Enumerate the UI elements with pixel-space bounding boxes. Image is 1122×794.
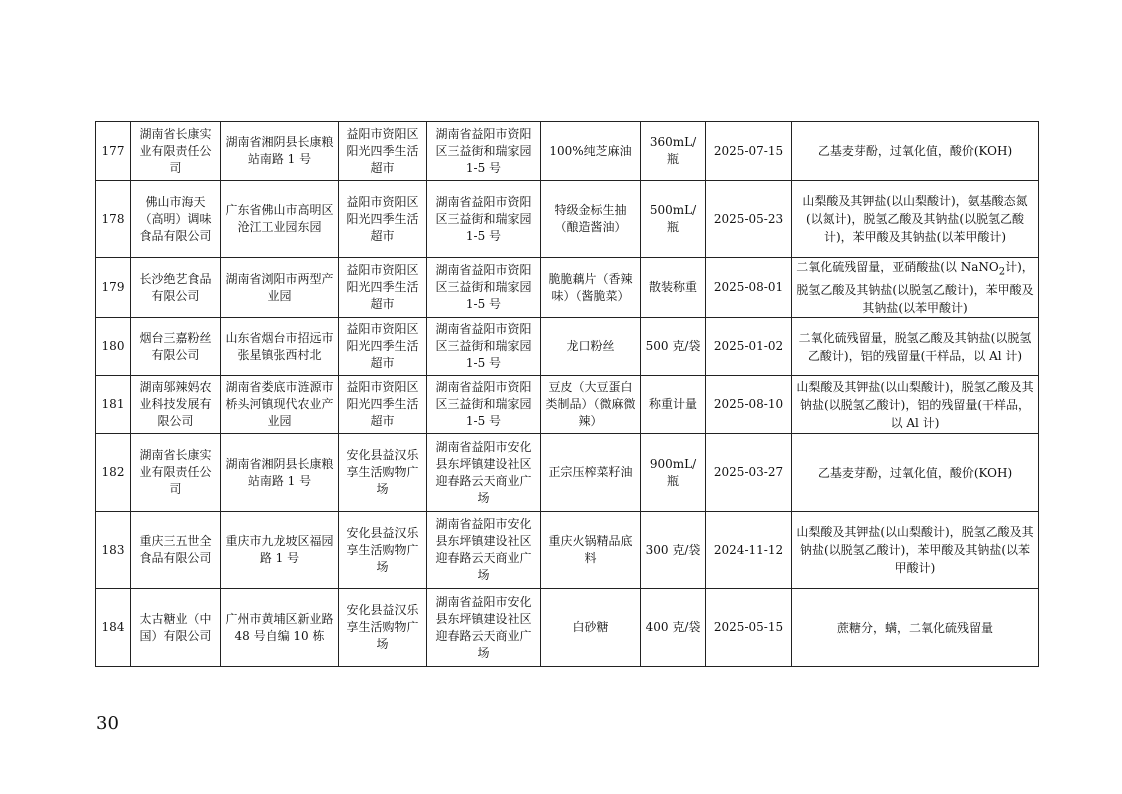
cell-date: 2025-05-23 — [706, 181, 792, 258]
cell-seller: 安化县益汉乐享生活购物广场 — [339, 589, 427, 667]
cell-seller-address: 湖南省益阳市资阳区三益街和瑞家园 1-5 号 — [427, 122, 541, 181]
cell-spec: 300 克/袋 — [641, 512, 706, 589]
cell-date: 2024-11-12 — [706, 512, 792, 589]
cell-spec: 900mL/瓶 — [641, 434, 706, 512]
cell-no: 184 — [96, 589, 131, 667]
cell-date: 2025-07-15 — [706, 122, 792, 181]
cell-seller: 益阳市资阳区阳光四季生活超市 — [339, 318, 427, 376]
cell-producer-address: 湖南省湘阴县长康粮站南路 1 号 — [221, 434, 339, 512]
cell-producer: 太古糖业（中国）有限公司 — [131, 589, 221, 667]
cell-date: 2025-08-01 — [706, 258, 792, 318]
cell-producer: 佛山市海天（高明）调味食品有限公司 — [131, 181, 221, 258]
cell-no: 182 — [96, 434, 131, 512]
cell-producer: 长沙绝艺食品有限公司 — [131, 258, 221, 318]
cell-product: 特级金标生抽（酿造酱油） — [541, 181, 641, 258]
cell-items: 乙基麦芽酚，过氧化值，酸价(KOH) — [792, 122, 1039, 181]
cell-product: 脆脆藕片（香辣味）（酱脆菜） — [541, 258, 641, 318]
cell-producer-address: 重庆市九龙坡区福园路 1 号 — [221, 512, 339, 589]
cell-product: 重庆火锅精品底料 — [541, 512, 641, 589]
cell-items — [792, 258, 1039, 318]
cell-producer-address: 山东省烟台市招远市张星镇张西村北 — [221, 318, 339, 376]
cell-producer-address: 湖南省浏阳市两型产业园 — [221, 258, 339, 318]
table-row — [96, 318, 1039, 376]
cell-items: 乙基麦芽酚，过氧化值，酸价(KOH) — [792, 434, 1039, 512]
cell-producer: 湖南省长康实业有限责任公司 — [131, 434, 221, 512]
cell-items: 蔗糖分，螨，二氧化硫残留量 — [792, 589, 1039, 667]
items-text: 二氧化硫残留量，亚硝酸盐(以 NaNO — [796, 260, 999, 274]
cell-seller-address: 湖南省益阳市资阳区三益街和瑞家园 1-5 号 — [427, 258, 541, 318]
cell-producer-address: 广东省佛山市高明区沧江工业园东园 — [221, 181, 339, 258]
sampling-results-table — [95, 121, 1039, 667]
cell-date: 2025-03-27 — [706, 434, 792, 512]
table-row — [96, 122, 1039, 181]
cell-seller: 益阳市资阳区阳光四季生活超市 — [339, 122, 427, 181]
cell-product: 正宗压榨菜籽油 — [541, 434, 641, 512]
items-subscript: 2 — [998, 266, 1006, 278]
cell-producer-address: 广州市黄埔区新业路 48 号自编 10 栋 — [221, 589, 339, 667]
cell-product: 龙口粉丝 — [541, 318, 641, 376]
cell-items: 山梨酸及其钾盐(以山梨酸计)，脱氢乙酸及其钠盐(以脱氢乙酸计)，苯甲酸及其钠盐(以苯甲酸计) — [792, 512, 1039, 589]
cell-no: 180 — [96, 318, 131, 376]
cell-date: 2025-01-02 — [706, 318, 792, 376]
cell-spec: 400 克/袋 — [641, 589, 706, 667]
cell-seller: 安化县益汉乐享生活购物广场 — [339, 512, 427, 589]
cell-seller-address: 湖南省益阳市安化县东坪镇建设社区迎春路云天商业广场 — [427, 434, 541, 512]
items-text: 计)，脱氢乙酸及其钠盐(以脱氢乙酸计)，苯甲酸及其钠盐(以苯甲酸计) — [796, 260, 1034, 316]
cell-seller: 益阳市资阳区阳光四季生活超市 — [339, 258, 427, 318]
cell-seller-address: 湖南省益阳市安化县东坪镇建设社区迎春路云天商业广场 — [427, 512, 541, 589]
cell-seller-address: 湖南省益阳市资阳区三益街和瑞家园 1-5 号 — [427, 181, 541, 258]
cell-date: 2025-05-15 — [706, 589, 792, 667]
cell-items: 二氧化硫残留量，脱氢乙酸及其钠盐(以脱氢乙酸计)，铝的残留量(干样品，以 Al 计) — [792, 318, 1039, 376]
cell-no: 183 — [96, 512, 131, 589]
cell-items: 山梨酸及其钾盐(以山梨酸计)，脱氢乙酸及其钠盐(以脱氢乙酸计)，铝的残留量(干样品，以 Al 计) — [792, 376, 1039, 434]
cell-seller-address: 湖南省益阳市资阳区三益街和瑞家园 1-5 号 — [427, 376, 541, 434]
cell-producer-address: 湖南省湘阴县长康粮站南路 1 号 — [221, 122, 339, 181]
cell-seller-address: 湖南省益阳市资阳区三益街和瑞家园 1-5 号 — [427, 318, 541, 376]
cell-seller-address: 湖南省益阳市安化县东坪镇建设社区迎春路云天商业广场 — [427, 589, 541, 667]
cell-spec: 500mL/瓶 — [641, 181, 706, 258]
cell-no: 177 — [96, 122, 131, 181]
cell-seller: 安化县益汉乐享生活购物广场 — [339, 434, 427, 512]
table-row — [96, 434, 1039, 512]
cell-producer-address: 湖南省娄底市涟源市桥头河镇现代农业产业园 — [221, 376, 339, 434]
cell-no: 179 — [96, 258, 131, 318]
page-number: 30 — [96, 713, 119, 734]
cell-items: 山梨酸及其钾盐(以山梨酸计)，氨基酸态氮(以氮计)，脱氢乙酸及其钠盐(以脱氢乙酸计)，苯甲酸及其钠盐(以苯甲酸计) — [792, 181, 1039, 258]
table-row — [96, 589, 1039, 667]
cell-producer: 烟台三嘉粉丝有限公司 — [131, 318, 221, 376]
cell-spec: 360mL/瓶 — [641, 122, 706, 181]
cell-spec: 称重计量 — [641, 376, 706, 434]
cell-producer: 湖南省长康实业有限责任公司 — [131, 122, 221, 181]
cell-product: 白砂糖 — [541, 589, 641, 667]
cell-producer: 重庆三五世全食品有限公司 — [131, 512, 221, 589]
cell-seller: 益阳市资阳区阳光四季生活超市 — [339, 181, 427, 258]
cell-no: 181 — [96, 376, 131, 434]
cell-producer: 湖南邬辣妈农业科技发展有限公司 — [131, 376, 221, 434]
cell-no: 178 — [96, 181, 131, 258]
cell-date: 2025-08-10 — [706, 376, 792, 434]
cell-product: 豆皮（大豆蛋白类制品）（微麻微辣） — [541, 376, 641, 434]
table-row — [96, 258, 1039, 318]
cell-seller: 益阳市资阳区阳光四季生活超市 — [339, 376, 427, 434]
cell-spec: 散装称重 — [641, 258, 706, 318]
table-row — [96, 512, 1039, 589]
table-row — [96, 181, 1039, 258]
cell-product: 100%纯芝麻油 — [541, 122, 641, 181]
table-row — [96, 376, 1039, 434]
cell-spec: 500 克/袋 — [641, 318, 706, 376]
